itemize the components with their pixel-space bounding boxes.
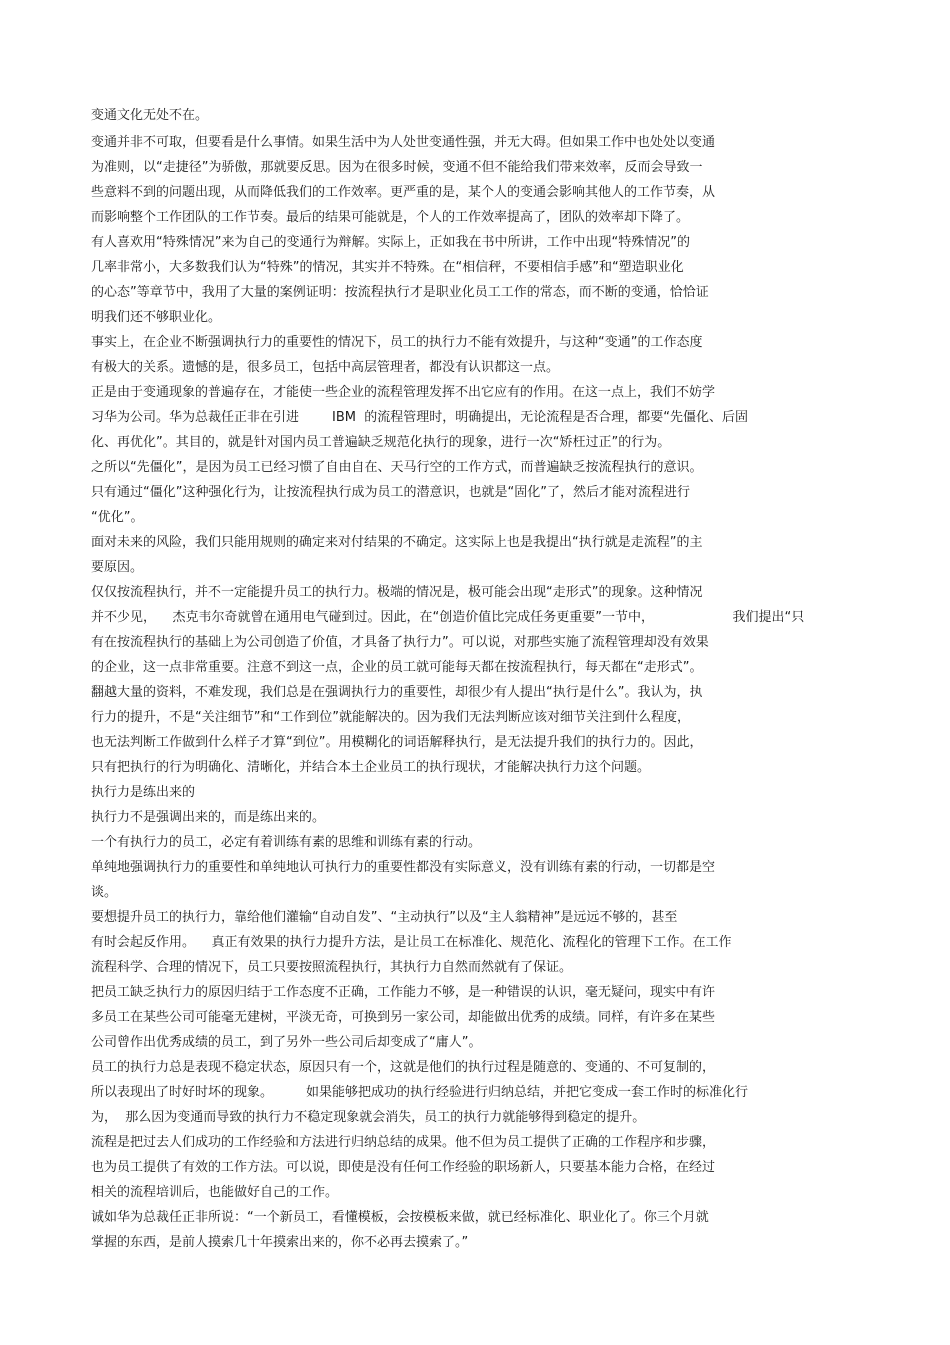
- text-line: 所以表现出了时好时坏的现象。 如果能够把成功的执行经验进行归纳总结，并把它变成一套工作时的标准化行: [91, 1085, 749, 1100]
- text-line: 仅仅按流程执行，并不一定能提升员工的执行力。极端的情况是，极可能会出现“走形式”的现象。这种情况: [91, 585, 703, 600]
- text-line: 之所以“先僵化”，是因为员工已经习惯了自由自在、天马行空的工作方式，而普遍缺乏按流程执行的意识。: [91, 460, 703, 475]
- text-line: 诚如华为总裁任正非所说：“一个新员工，看懂模板，会按模板来做，就已经标准化、职业化了。你三个月就: [91, 1210, 709, 1225]
- text-line: 员工的执行力总是表现不稳定状态，原因只有一个，这就是他们的执行过程是随意的、变通的、不可复制的，: [91, 1060, 716, 1075]
- text-line: 也为员工提供了有效的工作方法。可以说，即使是没有任何工作经验的职场新人，只要基本能力合格，在经过: [91, 1160, 716, 1175]
- text-line: 也无法判断工作做到什么样子才算“到位”。用模糊化的词语解释执行，是无法提升我们的执行力的。因此，: [91, 735, 703, 750]
- section-heading: 执行力是练出来的: [91, 785, 196, 800]
- text-line: 翻越大量的资料，不难发现，我们总是在强调执行力的重要性，却很少有人提出“执行是什么”。我认为，执: [91, 685, 703, 700]
- text-line: 谈。: [91, 885, 118, 900]
- text-line: 并不少见， 杰克韦尔奇就曾在通用电气碰到过。因此，在“创造价值比完成任务更重要”一节中， 我们提出“只: [91, 610, 805, 625]
- text-line: 要想提升员工的执行力，靠给他们灌输“自动自发”、“主动执行”以及“主人翁精神”是远远不够的，甚至: [91, 910, 678, 925]
- text-line: 些意料不到的问题出现，从而降低我们的工作效率。更严重的是，某个人的变通会影响其他人的工作节奏，从: [91, 185, 716, 200]
- text-line: 流程是把过去人们成功的工作经验和方法进行归纳总结的成果。他不但为员工提供了正确的工作程序和步骤，: [91, 1135, 716, 1150]
- text-line: 化、再优化”。其目的，就是针对国内员工普遍缺乏规范化执行的现象，进行一次“矫枉过正”的行为。: [91, 435, 671, 450]
- text-line: 单纯地强调执行力的重要性和单纯地认可执行力的重要性都没有实际意义，没有训练有素的行动，一切都是空: [91, 860, 716, 875]
- text-line: 公司曾作出优秀成绩的员工，到了另外一些公司后却变成了“庸人”。: [91, 1035, 482, 1050]
- text-line: 相关的流程培训后，也能做好自己的工作。: [91, 1185, 339, 1200]
- text-line: 多员工在某些公司可能毫无建树，平淡无奇，可换到另一家公司，却能做出优秀的成绩。同样，有许多在某些: [91, 1010, 716, 1025]
- text-line: 明我们还不够职业化。: [91, 310, 222, 325]
- text-line: 为准则，以“走捷径”为骄傲，那就要反思。因为在很多时候，变通不但不能给我们带来效率，反而会导致一: [91, 160, 703, 175]
- text-line: 把员工缺乏执行力的原因归结于工作态度不正确，工作能力不够，是一种错误的认识，毫无疑问，现实中有许: [91, 985, 716, 1000]
- text-line: 要原因。: [91, 560, 144, 575]
- text-line: 有时会起反作用。 真正有效果的执行力提升方法，是让员工在标准化、规范化、流程化的管理下工作。在工作: [91, 935, 732, 950]
- text-line: 有极大的关系。遗憾的是，很多员工，包括中高层管理者，都没有认识都这一点。: [91, 360, 560, 375]
- text-line: 的心态”等章节中，我用了大量的案例证明：按流程执行才是职业化员工工作的常态，而不断的变通，恰恰证: [91, 285, 709, 300]
- text-line: 流程科学、合理的情况下，员工只要按照流程执行，其执行力自然而然就有了保证。: [91, 960, 573, 975]
- text-line: 执行力不是强调出来的，而是练出来的。: [91, 810, 326, 825]
- text-line: 正是由于变通现象的普遍存在，才能使一些企业的流程管理发挥不出它应有的作用。在这一点上，我们不妨学: [91, 385, 716, 400]
- text-line: “优化”。: [91, 510, 144, 525]
- text-line: 事实上，在企业不断强调执行力的重要性的情况下，员工的执行力不能有效提升，与这种“变通”的工作态度: [91, 335, 703, 350]
- text-line: 的企业，这一点非常重要。注意不到这一点，企业的员工就可能每天都在按流程执行，每天都在“走形式”。: [91, 660, 703, 675]
- text-line: 而影响整个工作团队的工作节奏。最后的结果可能就是，个人的工作效率提高了，团队的效率却下降了。: [91, 210, 690, 225]
- text-line: 掌握的东西，是前人摸索几十年摸索出来的，你不必再去摸索了。”: [91, 1235, 469, 1250]
- text-line: 有在按流程执行的基础上为公司创造了价值，才具备了执行力”。可以说，对那些实施了流程管理却没有效果: [91, 635, 709, 650]
- text-line: 面对未来的风险，我们只能用规则的确定来对付结果的不确定。这实际上也是我提出“执行就是走流程”的主: [91, 535, 703, 550]
- text-line: 变通文化无处不在。: [91, 108, 209, 123]
- text-line: 习华为公司。华为总裁任正非在引进 IBM 的流程管理时，明确提出，无论流程是否合理，都要“先僵化、后固: [91, 410, 749, 425]
- text-line: 只有通过“僵化”这种强化行为，让按流程执行成为员工的潜意识，也就是“固化”了，然后才能对流程进行: [91, 485, 690, 500]
- text-line: 几率非常小，大多数我们认为“特殊”的情况，其实并不特殊。在“相信秤，不要相信手感”和“塑造职业化: [91, 260, 684, 275]
- text-line: 有人喜欢用“特殊情况”来为自己的变通行为辩解。实际上，正如我在书中所讲，工作中出现“特殊情况”的: [91, 235, 690, 250]
- text-line: 行力的提升，不是“关注细节”和“工作到位”就能解决的。因为我们无法判断应该对细节关注到什么程度，: [91, 710, 690, 725]
- text-line: 只有把执行的行为明确化、清晰化，并结合本土企业员工的执行现状，才能解决执行力这个问题。: [91, 760, 651, 775]
- text-line: 变通并非不可取，但要看是什么事情。如果生活中为人处世变通性强，并无大碍。但如果工作中也处处以变通: [91, 135, 716, 150]
- text-line: 为， 那么因为变通而导致的执行力不稳定现象就会消失，员工的执行力就能够得到稳定的提升。: [91, 1110, 646, 1125]
- text-line: 一个有执行力的员工，必定有着训练有素的思维和训练有素的行动。: [91, 835, 482, 850]
